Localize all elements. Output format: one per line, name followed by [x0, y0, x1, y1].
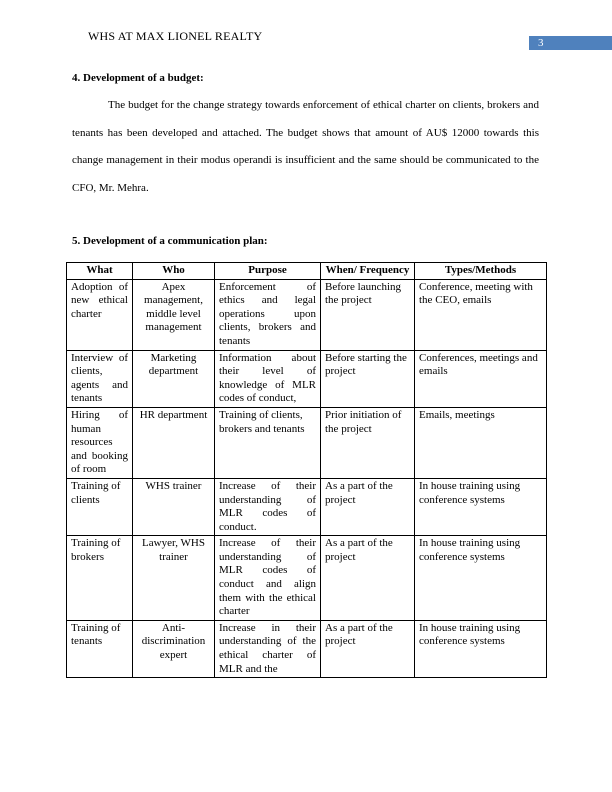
column-header-who: Who: [133, 263, 215, 280]
table-row: [67, 407, 547, 478]
cell-types: In house training using conference systems: [415, 620, 547, 677]
cell-purpose: Enforcement of ethics and legal operations upon clients, brokers and tenants: [215, 279, 321, 350]
column-header-when: When/ Frequency: [321, 263, 415, 280]
cell-who: WHS trainer: [133, 478, 215, 535]
cell-when: Prior initiation of the project: [321, 407, 415, 478]
cell-purpose: Increase of their understanding of MLR codes of conduct.: [215, 478, 321, 535]
cell-who: Apex management, middle level management: [133, 279, 215, 350]
cell-what: Training of brokers: [67, 536, 133, 621]
cell-types: In house training using conference systems: [415, 478, 547, 535]
cell-purpose: Increase of their understanding of MLR codes of conduct and align them with the ethical charter: [215, 536, 321, 621]
table-header-row: [67, 263, 547, 280]
column-header-types: Types/Methods: [415, 263, 547, 280]
cell-purpose: Information about their level of knowledge of MLR codes of conduct,: [215, 350, 321, 407]
table-row: [67, 478, 547, 535]
column-header-what: What: [67, 263, 133, 280]
cell-when: Before starting the project: [321, 350, 415, 407]
budget-paragraph: The budget for the change strategy towards enforcement of ethical charter on clients, brokers and tenants has been developed and attached. The budget shows that amount of AU$ 12000 towards this change management in their modus operandi is insufficient and the same should be communicated to the CFO, Mr. Mehra.: [72, 99, 539, 194]
running-header-title: WHS AT MAX LIONEL REALTY: [88, 29, 263, 43]
cell-purpose: Increase in their understanding of the ethical charter of MLR and the: [215, 620, 321, 677]
cell-what: Hiring of human resources and booking of room: [67, 407, 133, 478]
cell-types: Conference, meeting with the CEO, emails: [415, 279, 547, 350]
column-header-purpose: Purpose: [215, 263, 321, 280]
cell-types: Emails, meetings: [415, 407, 547, 478]
cell-who: Anti-discrimination expert: [133, 620, 215, 677]
cell-what: Interview of clients, agents and tenants: [67, 350, 133, 407]
table-row: [67, 279, 547, 350]
cell-who: HR department: [133, 407, 215, 478]
section-4-heading: 4. Development of a budget:: [72, 72, 204, 84]
table-row: [67, 620, 547, 677]
cell-when: As a part of the project: [321, 536, 415, 621]
cell-what: Adoption of new ethical charter: [67, 279, 133, 350]
cell-who: Marketing department: [133, 350, 215, 407]
cell-purpose: Training of clients, brokers and tenants: [215, 407, 321, 478]
cell-types: Conferences, meetings and emails: [415, 350, 547, 407]
table-row: [67, 536, 547, 621]
cell-when: As a part of the project: [321, 620, 415, 677]
cell-who: Lawyer, WHS trainer: [133, 536, 215, 621]
page-number-badge: 3: [529, 36, 612, 50]
cell-types: In house training using conference systems: [415, 536, 547, 621]
cell-when: Before launching the project: [321, 279, 415, 350]
cell-what: Training of clients: [67, 478, 133, 535]
cell-what: Training of tenants: [67, 620, 133, 677]
table-row: [67, 350, 547, 407]
section-5-heading: 5. Development of a communication plan:: [72, 235, 268, 247]
cell-when: As a part of the project: [321, 478, 415, 535]
communication-plan-table: [66, 262, 547, 678]
